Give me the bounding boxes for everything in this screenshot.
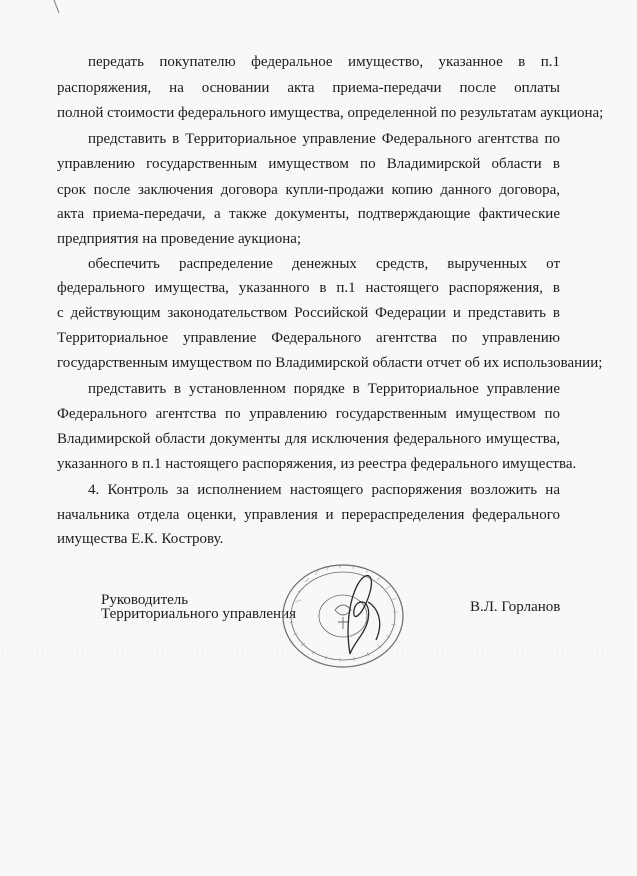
text-line: Федерального агентства по управлению государственным имуществом по	[57, 406, 560, 422]
text-line: обеспечить распределение денежных средств, вырученных от	[88, 256, 560, 272]
text-line: полной стоимости федерального имущества, определенной по результатам аукциона;	[57, 105, 604, 121]
text-line: предприятия на проведение аукциона;	[57, 231, 302, 247]
text-line: указанного в п.1 настоящего распоряжения, из реестра федерального имущества.	[57, 456, 577, 472]
text-line: распоряжения, на основании акта приема-передачи после оплаты	[57, 80, 560, 96]
text-line: Владимирской области документы для исключения федерального имущества,	[57, 431, 560, 447]
text-line: федерального имущества, указанного в п.1 настоящего распоряжения, в	[57, 280, 560, 296]
text-line: государственным имуществом по Владимирской области отчет об их использовании;	[57, 355, 603, 371]
text-line: имущества Е.К. Кострову.	[57, 531, 224, 547]
text-line: с действующим законодательством Российской Федерации и представить в	[57, 305, 560, 321]
text-line: Территориальное управление Федерального агентства по управлению	[57, 330, 560, 346]
official-seal-icon	[280, 562, 406, 670]
signatory-position: Руководитель	[101, 592, 189, 608]
text-line: передать покупателю федеральное имущество, указанное в п.1	[88, 54, 560, 70]
text-line: акта приема-передачи, а также документы, подтверждающие фактические	[57, 206, 560, 222]
text-line: представить в установленном порядке в Территориальное управление	[88, 381, 560, 397]
text-line: 4. Контроль за исполнением настоящего распоряжения возложить на	[88, 482, 560, 498]
text-line: представить в Территориальное управление Федерального агентства по	[88, 131, 560, 147]
signatory-name: В.Л. Горланов	[470, 599, 561, 615]
signatory-department: Территориального управления	[101, 606, 296, 622]
scan-mark-icon	[52, 0, 62, 14]
text-line: срок после заключения договора купли-продажи копию данного договора,	[57, 182, 560, 198]
text-line: управлению государственным имуществом по Владимирской области в	[57, 156, 560, 172]
text-line: начальника отдела оценки, управления и перераспределения федерального	[57, 507, 560, 523]
